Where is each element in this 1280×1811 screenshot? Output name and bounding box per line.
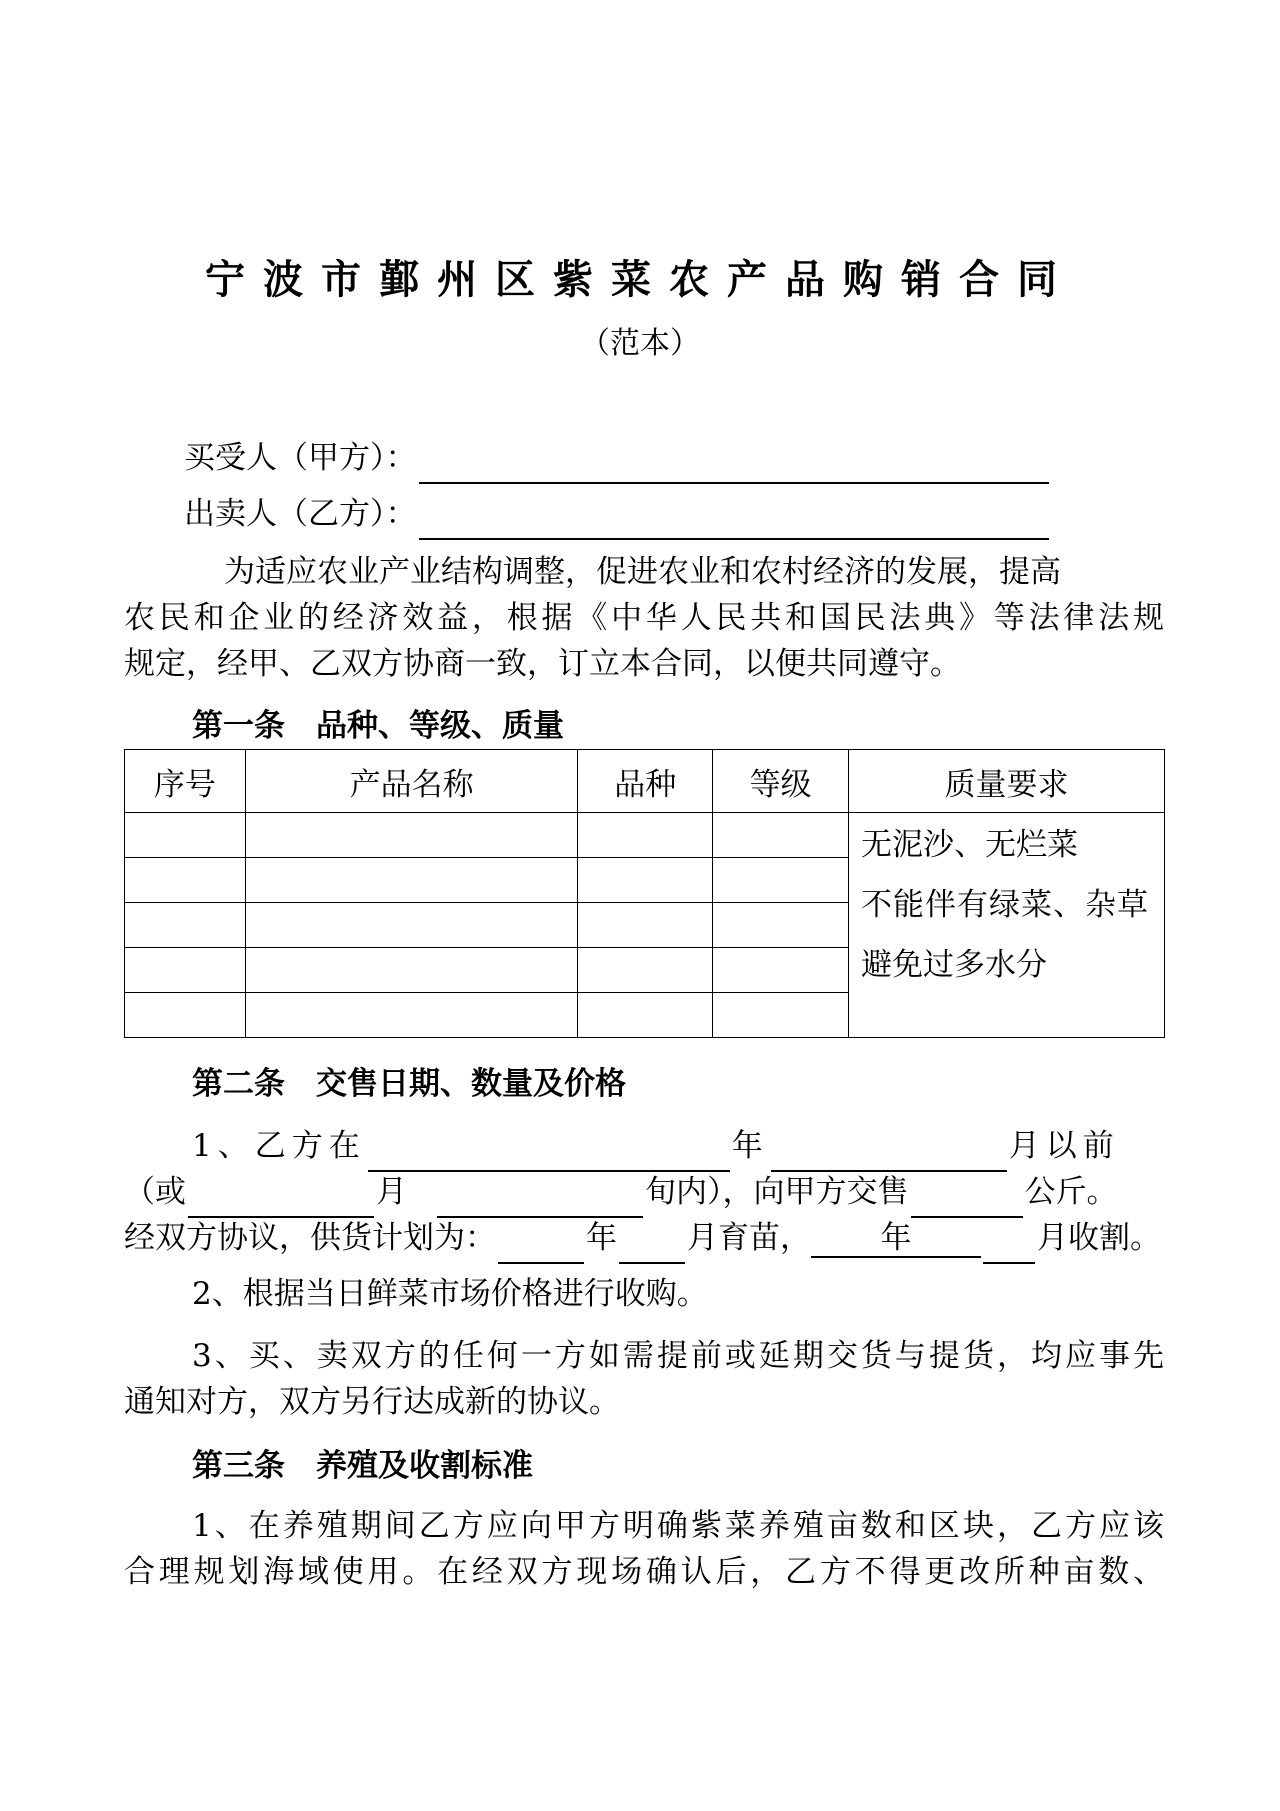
month-before-label: 月以前 (1008, 1128, 1120, 1164)
nursery-label: 月育苗， (687, 1220, 811, 1256)
cell-product-name[interactable] (245, 813, 577, 858)
cell-product-name[interactable] (245, 903, 577, 948)
buyer-line (184, 432, 1051, 484)
cell-product-name[interactable] (245, 858, 577, 903)
cell-variety[interactable] (578, 993, 713, 1038)
article2-item3-line-2: 通知对方，双方另行达成新的协议。 (124, 1384, 620, 1420)
seller-label: 出卖人（乙方）： (184, 496, 417, 532)
cell-serial[interactable] (125, 858, 246, 903)
article3-item1-line-1: 1、在养殖期间乙方应向甲方明确紫菜养殖亩数和区块，乙方应该 (192, 1508, 1164, 1544)
document-title: 宁波市鄞州区紫菜农产品购销合同 (205, 256, 1075, 303)
cell-grade[interactable] (713, 903, 849, 948)
cell-grade[interactable] (713, 948, 849, 993)
harvest-year-blank[interactable] (811, 1216, 981, 1258)
cell-product-name[interactable] (245, 993, 577, 1038)
document-subtitle: （范本） (580, 326, 700, 361)
article1-heading: 第一条 品种、等级、质量 (192, 708, 564, 744)
quality-item-2: 不能伴有绿菜、杂草 (860, 887, 1149, 923)
cell-serial[interactable] (125, 948, 246, 993)
nursery-month-blank[interactable] (619, 1230, 685, 1264)
header-grade: 等级 (713, 750, 849, 813)
cell-variety[interactable] (578, 903, 713, 948)
quality-requirements-cell (848, 813, 1164, 1038)
cell-grade[interactable] (713, 813, 849, 858)
article2-line-1 (192, 1120, 1120, 1172)
kg-label: 公斤。 (1024, 1174, 1118, 1210)
article2-heading: 第二条 交售日期、数量及价格 (192, 1066, 626, 1102)
nursery-year-blank[interactable] (498, 1230, 584, 1264)
buyer-label: 买受人（甲方）： (184, 440, 417, 476)
supply-plan-label: 经双方协议，供货计划为： (124, 1220, 496, 1256)
product-table (124, 749, 1165, 1038)
cell-variety[interactable] (578, 813, 713, 858)
header-quality: 质量要求 (848, 750, 1164, 813)
article2-item2: 2、根据当日鲜菜市场价格进行收购。 (192, 1276, 708, 1312)
header-serial: 序号 (125, 750, 246, 813)
quality-item-1: 无泥沙、无烂菜 (860, 827, 1078, 863)
year-label: 年 (731, 1128, 769, 1164)
article2-line-3 (124, 1212, 1161, 1264)
cell-variety[interactable] (578, 948, 713, 993)
cell-product-name[interactable] (245, 948, 577, 993)
article3-heading: 第三条 养殖及收割标准 (192, 1448, 533, 1484)
alt-month-label: 月 (376, 1174, 407, 1210)
seller-line (184, 488, 1051, 540)
table-header-row (125, 750, 1165, 813)
buyer-blank[interactable] (419, 450, 1049, 484)
cell-variety[interactable] (578, 858, 713, 903)
or-label: （或 (124, 1174, 186, 1210)
article2-item1-prefix: 1、乙方在 (192, 1128, 366, 1164)
harvest-label: 月收割。 (1037, 1220, 1161, 1256)
intro-line-2: 农民和企业的经济效益，根据《中华人民共和国民法典》等法律法规 (124, 600, 1164, 636)
article2-line-2 (124, 1166, 1118, 1218)
nursery-year-label: 年 (586, 1220, 617, 1256)
cell-grade[interactable] (713, 858, 849, 903)
header-variety: 品种 (578, 750, 713, 813)
header-product-name: 产品名称 (245, 750, 577, 813)
cell-serial[interactable] (125, 993, 246, 1038)
cell-serial[interactable] (125, 903, 246, 948)
harvest-month-blank[interactable] (983, 1230, 1035, 1264)
harvest-year-label: 年 (880, 1220, 912, 1256)
quality-item-3: 避免过多水分 (860, 947, 1047, 983)
article3-item1-line-2: 合理规划海域使用。在经双方现场确认后，乙方不得更改所种亩数、 (124, 1554, 1164, 1590)
intro-line-3: 规定，经甲、乙双方协商一致，订立本合同，以便共同遵守。 (124, 646, 961, 682)
article2-item3-line-1: 3、买、卖双方的任何一方如需提前或延期交货与提货，均应事先 (192, 1338, 1164, 1374)
table-row (125, 813, 1165, 858)
seller-blank[interactable] (419, 506, 1049, 540)
intro-line-1: 为适应农业产业结构调整，促进农业和农村经济的发展，提高 (224, 554, 1061, 590)
cell-serial[interactable] (125, 813, 246, 858)
deliver-label: 旬内），向甲方交售 (645, 1174, 909, 1210)
cell-grade[interactable] (713, 993, 849, 1038)
